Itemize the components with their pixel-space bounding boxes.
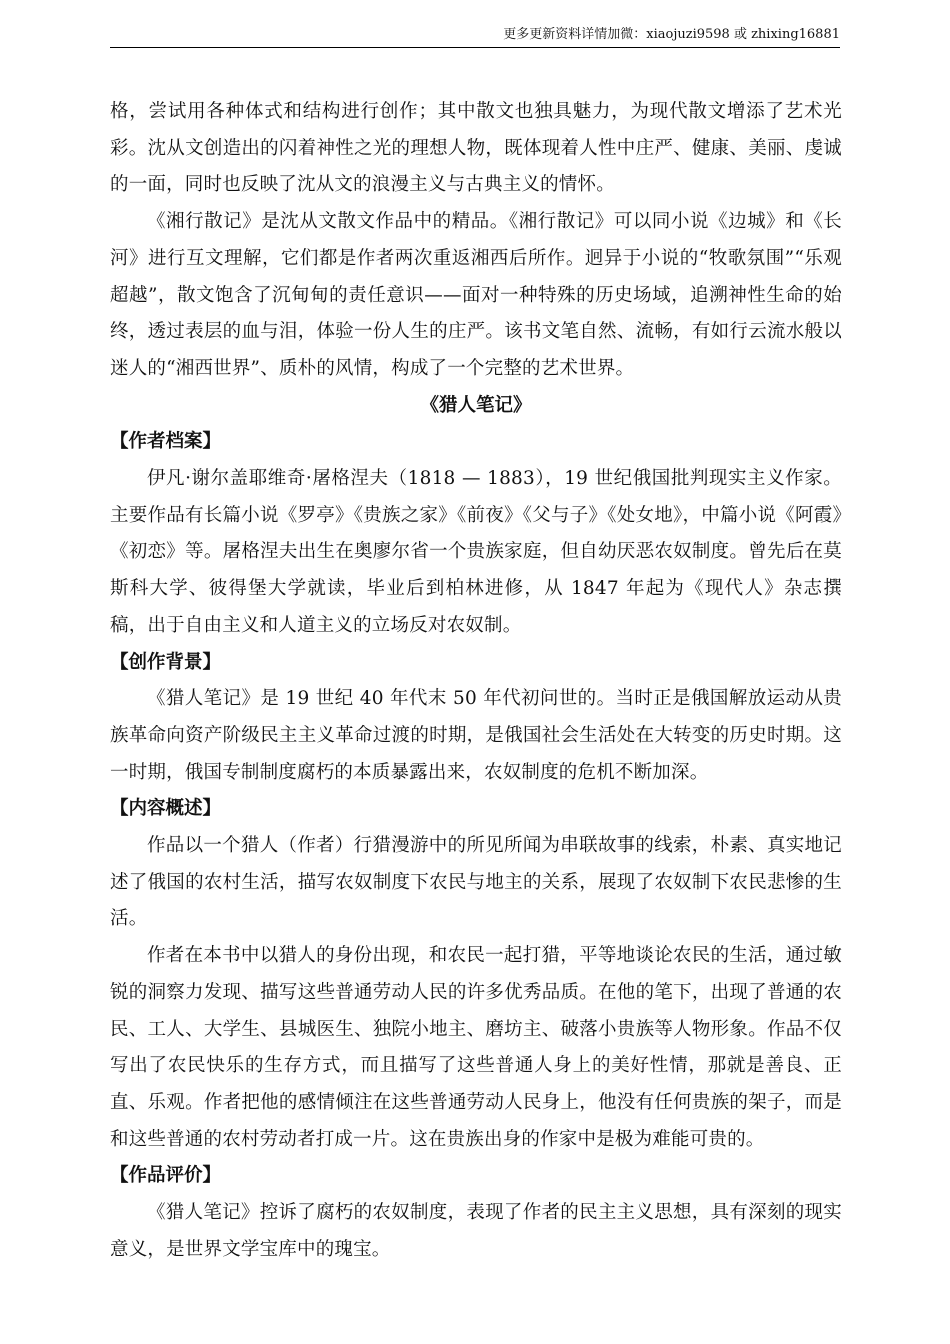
section-heading-evaluation: 【作品评价】 (110, 1165, 222, 1187)
evaluation-paragraph: 《猎人笔记》控诉了腐朽的农奴制度，表现了作者的民主主义思想，具有深刻的现实意义，是世界文学宝库中的瑰宝。 (110, 1202, 842, 1260)
document-body (110, 94, 842, 1269)
section-heading-background: 【创作背景】 (110, 651, 222, 673)
background-paragraph: 《猎人笔记》是 19 世纪 40 年代末 50 年代初问世的。当时正是俄国解放运动从贵族革命向资产阶级民主主义革命过渡的时期，是俄国社会生活处在大转变的历史时期。这一时期，俄国专制制度腐朽的本质暴露出来，农奴制度的危机不断加深。 (110, 688, 842, 783)
intro-paragraph-2: 《湘行散记》是沈从文散文作品中的精品。《湘行散记》可以同小说《边城》和《长河》进行互文理解，它们都是作者两次重返湘西后所作。迥异于小说的“牧歌氛围”“乐观超越”，散文饱含了沉甸甸的责任意识——面对一种特殊的历史场域，追溯神性生命的始终，透过表层的血与泪，体验一份人生的庄严。该书文笔自然、流畅，有如行云流水般以迷人的“湘西世界”、质朴的风情，构成了一个完整的艺术世界。 (110, 211, 842, 379)
page-header (110, 27, 840, 48)
book-title: 《猎人笔记》 (420, 394, 532, 416)
section-heading-summary: 【内容概述】 (110, 798, 222, 820)
section-heading-author: 【作者档案】 (110, 431, 222, 453)
summary-paragraph-1: 作品以一个猎人（作者）行猎漫游中的所见所闻为串联故事的线索，朴素、真实地记述了俄国的农村生活，描写农奴制度下农民与地主的关系，展现了农奴制下农民悲惨的生活。 (110, 835, 842, 930)
header-contact-text: 更多更新资料详情加微：xiaojuzi9598 或 zhixing16881 (503, 27, 840, 42)
author-paragraph: 伊凡·谢尔盖耶维奇·屠格涅夫（1818 — 1883），19 世纪俄国批判现实主义作家。主要作品有长篇小说《罗亭》《贵族之家》《前夜》《父与子》《处女地》，中篇小说《阿霞》《初恋》等。屠格涅夫出生在奥廖尔省一个贵族家庭，但自幼厌恶农奴制度。曾先后在莫斯科大学、彼得堡大学就读，毕业后到柏林进修，从 1847 年起为《现代人》杂志撰稿，出于自由主义和人道主义的立场反对农奴制。 (110, 468, 842, 636)
intro-paragraph-1: 格，尝试用各种体式和结构进行创作；其中散文也独具魅力，为现代散文增添了艺术光彩。沈从文创造出的闪着神性之光的理想人物，既体现着人性中庄严、健康、美丽、虔诚的一面，同时也反映了沈从文的浪漫主义与古典主义的情怀。 (110, 101, 842, 196)
summary-paragraph-2: 作者在本书中以猎人的身份出现，和农民一起打猎，平等地谈论农民的生活，通过敏锐的洞察力发现、描写这些普通劳动人民的许多优秀品质。在他的笔下，出现了普通的农民、工人、大学生、县城医生、独院小地主、磨坊主、破落小贵族等人物形象。作品不仅写出了农民快乐的生存方式，而且描写了这些普通人身上的美好性情，那就是善良、正直、乐观。作者把他的感情倾注在这些普通劳动人民身上，他没有任何贵族的架子，而是和这些普通的农村劳动者打成一片。这在贵族出身的作家中是极为难能可贵的。 (110, 945, 842, 1150)
